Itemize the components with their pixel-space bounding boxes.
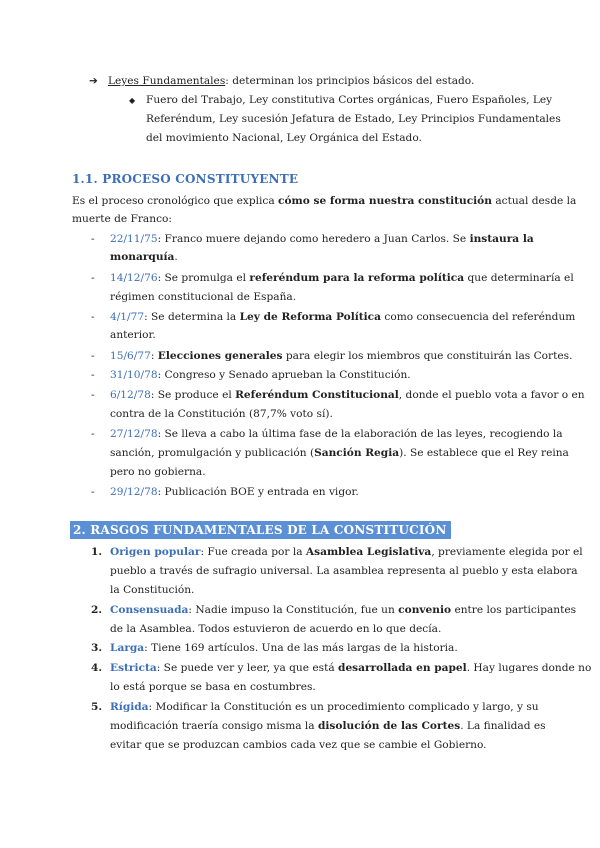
timeline-text: que determinaría el xyxy=(464,272,574,284)
feature-item-line3: evitar que se produzcan cambios cada vez que se cambie el Gobierno. xyxy=(110,739,487,751)
feature-item-line2: de la Asamblea. Todos estuvieron de acuerdo en lo que decía. xyxy=(110,623,442,635)
timeline-date: 31/10/78 xyxy=(110,369,158,381)
timeline-text: : xyxy=(150,350,158,362)
feature-text: : Se puede ver y leer, ya que está xyxy=(156,662,339,674)
timeline-text: para elegir los miembros que constituirán las Cortes. xyxy=(282,350,573,362)
dash-icon: - xyxy=(91,486,95,498)
dash-icon: - xyxy=(91,428,95,440)
timeline-item xyxy=(110,485,359,499)
feature-item-line2: pueblo a través de sufragio universal. La asamblea representa al pueblo y esta elabora xyxy=(110,565,578,577)
timeline-date: 15/6/77 xyxy=(110,350,151,362)
timeline-item xyxy=(110,427,563,441)
leyes-arrow-icon: ➔ xyxy=(89,75,98,87)
feature-text: entre los participantes xyxy=(451,604,577,616)
timeline-text: : Se promulga el xyxy=(157,272,250,284)
list-number-text: 3. xyxy=(91,642,103,654)
timeline-item xyxy=(110,349,572,363)
intro-b: cómo se forma nuestra constitución xyxy=(278,195,492,207)
leyes-sub-line-3: del movimiento Nacional, Ley Orgánica del Estado. xyxy=(146,132,422,144)
timeline-item xyxy=(110,388,585,402)
timeline-bold: instaura la xyxy=(469,233,534,245)
feature-term: Estricta xyxy=(110,662,157,674)
feature-term: Rígida xyxy=(110,701,149,713)
feature-item-line2 xyxy=(110,719,546,733)
feature-text: : Nadie impuso la Constitución, fue un xyxy=(188,604,399,616)
feature-text: . La finalidad es xyxy=(460,720,546,732)
list-number xyxy=(91,700,102,714)
list-number-text: 1. xyxy=(91,546,103,558)
dash-icon: - xyxy=(91,311,95,323)
leyes-bullet-icon: ◆ xyxy=(129,96,136,105)
timeline-bold: Elecciones generales xyxy=(157,350,283,362)
timeline-text: : Se lleva a cabo la última fase de la elaboración de las leyes, recogiendo la xyxy=(157,428,563,440)
timeline-text: sanción, promulgación y publicación ( xyxy=(110,447,315,459)
timeline-text: : Franco muere dejando como heredero a Juan Carlos. Se xyxy=(157,233,470,245)
timeline-bold: Ley de Reforma Política xyxy=(239,311,382,323)
intro-a: Es el proceso cronológico que explica xyxy=(72,195,279,207)
feature-term: Larga xyxy=(110,642,145,654)
timeline-item-line3: pero no gobierna. xyxy=(110,466,206,478)
timeline-text: como consecuencia del referéndum xyxy=(381,311,576,323)
section1-intro-line1 xyxy=(72,194,576,208)
feature-bold: Asamblea Legislativa xyxy=(305,546,432,558)
timeline-text: : Congreso y Senado aprueban la Constitución. xyxy=(157,369,411,381)
leyes-rest: : determinan los principios básicos del estado. xyxy=(225,75,475,87)
list-number xyxy=(91,641,102,655)
list-number xyxy=(91,661,102,675)
leyes-sub-line-1: Fuero del Trabajo, Ley constitutiva Cortes orgánicas, Fuero Españoles, Ley xyxy=(146,94,553,106)
timeline-date: 29/12/78 xyxy=(110,486,158,498)
dash-icon: - xyxy=(91,272,95,284)
timeline-item xyxy=(110,271,574,285)
timeline-item-line2: régimen constitucional de España. xyxy=(110,291,297,303)
timeline-item-line2 xyxy=(110,446,569,460)
timeline-item-line2 xyxy=(110,250,178,264)
timeline-item-line2: contra de la Constitución (87,7% voto sí). xyxy=(110,408,333,420)
timeline-date: 6/12/78 xyxy=(110,389,151,401)
timeline-item-line2: anterior. xyxy=(110,329,156,341)
list-number xyxy=(91,545,102,559)
timeline-bold: Sanción Regia xyxy=(314,447,400,459)
feature-bold: convenio xyxy=(398,604,452,616)
dash-icon: - xyxy=(91,233,95,245)
feature-item xyxy=(110,700,539,714)
list-number-text: 5. xyxy=(91,701,103,713)
dash-icon: - xyxy=(91,369,95,381)
timeline-bold: Referéndum Constitucional xyxy=(235,389,399,401)
dash-icon: - xyxy=(91,350,95,362)
feature-item xyxy=(110,641,458,655)
timeline-date: 4/1/77 xyxy=(110,311,145,323)
timeline-text: ). Se establece que el Rey reina xyxy=(399,447,569,459)
intro-c: actual desde la xyxy=(491,195,577,207)
feature-text: : Fue creada por la xyxy=(200,546,306,558)
timeline-text: , donde el pueblo vota a favor o en xyxy=(398,389,585,401)
list-number-text: 4. xyxy=(91,662,103,674)
feature-item-line3: la Constitución. xyxy=(110,584,195,596)
feature-text: modificación traería consigo misma la xyxy=(110,720,318,732)
timeline-text: . xyxy=(174,251,178,263)
section1-intro-line2: muerte de Franco: xyxy=(72,213,172,225)
timeline-date: 27/12/78 xyxy=(110,428,158,440)
timeline-text: : Publicación BOE y entrada en vigor. xyxy=(157,486,359,498)
feature-bold: disolución de las Cortes xyxy=(318,720,461,732)
feature-text: , previamente elegida por el xyxy=(431,546,583,558)
feature-item xyxy=(110,603,576,617)
section1-title: 1.1. PROCESO CONSTITUYENTE xyxy=(72,172,299,186)
timeline-item xyxy=(110,368,411,382)
timeline-bold: referéndum para la reforma política xyxy=(249,272,465,284)
section2-title: 2. RASGOS FUNDAMENTALES DE LA CONSTITUCIÓN xyxy=(70,521,451,539)
leyes-line xyxy=(108,74,474,88)
feature-text: . Hay lugares donde no xyxy=(466,662,592,674)
feature-term: Origen popular xyxy=(110,546,201,558)
timeline-date: 22/11/75 xyxy=(110,233,158,245)
feature-item xyxy=(110,545,583,559)
feature-text: : Modificar la Constitución es un procedimiento complicado y largo, y su xyxy=(148,701,539,713)
leyes-term: Leyes Fundamentales xyxy=(108,75,226,87)
timeline-text: : Se determina la xyxy=(144,311,240,323)
feature-term: Consensuada xyxy=(110,604,189,616)
timeline-text: : Se produce el xyxy=(150,389,236,401)
list-number-text: 2. xyxy=(91,604,103,616)
list-number xyxy=(91,603,102,617)
feature-bold: desarrollada en papel xyxy=(338,662,467,674)
dash-icon: - xyxy=(91,389,95,401)
timeline-item xyxy=(110,232,534,246)
timeline-item xyxy=(110,310,575,324)
feature-item-line2: lo está porque se basa en costumbres. xyxy=(110,681,316,693)
feature-text: : Tiene 169 artículos. Una de las más largas de la historia. xyxy=(144,642,458,654)
leyes-sub-line-2: Referéndum, Ley sucesión Jefatura de Estado, Ley Principios Fundamentales xyxy=(146,113,561,125)
feature-item xyxy=(110,661,591,675)
timeline-bold: monarquía xyxy=(110,251,175,263)
timeline-date: 14/12/76 xyxy=(110,272,158,284)
